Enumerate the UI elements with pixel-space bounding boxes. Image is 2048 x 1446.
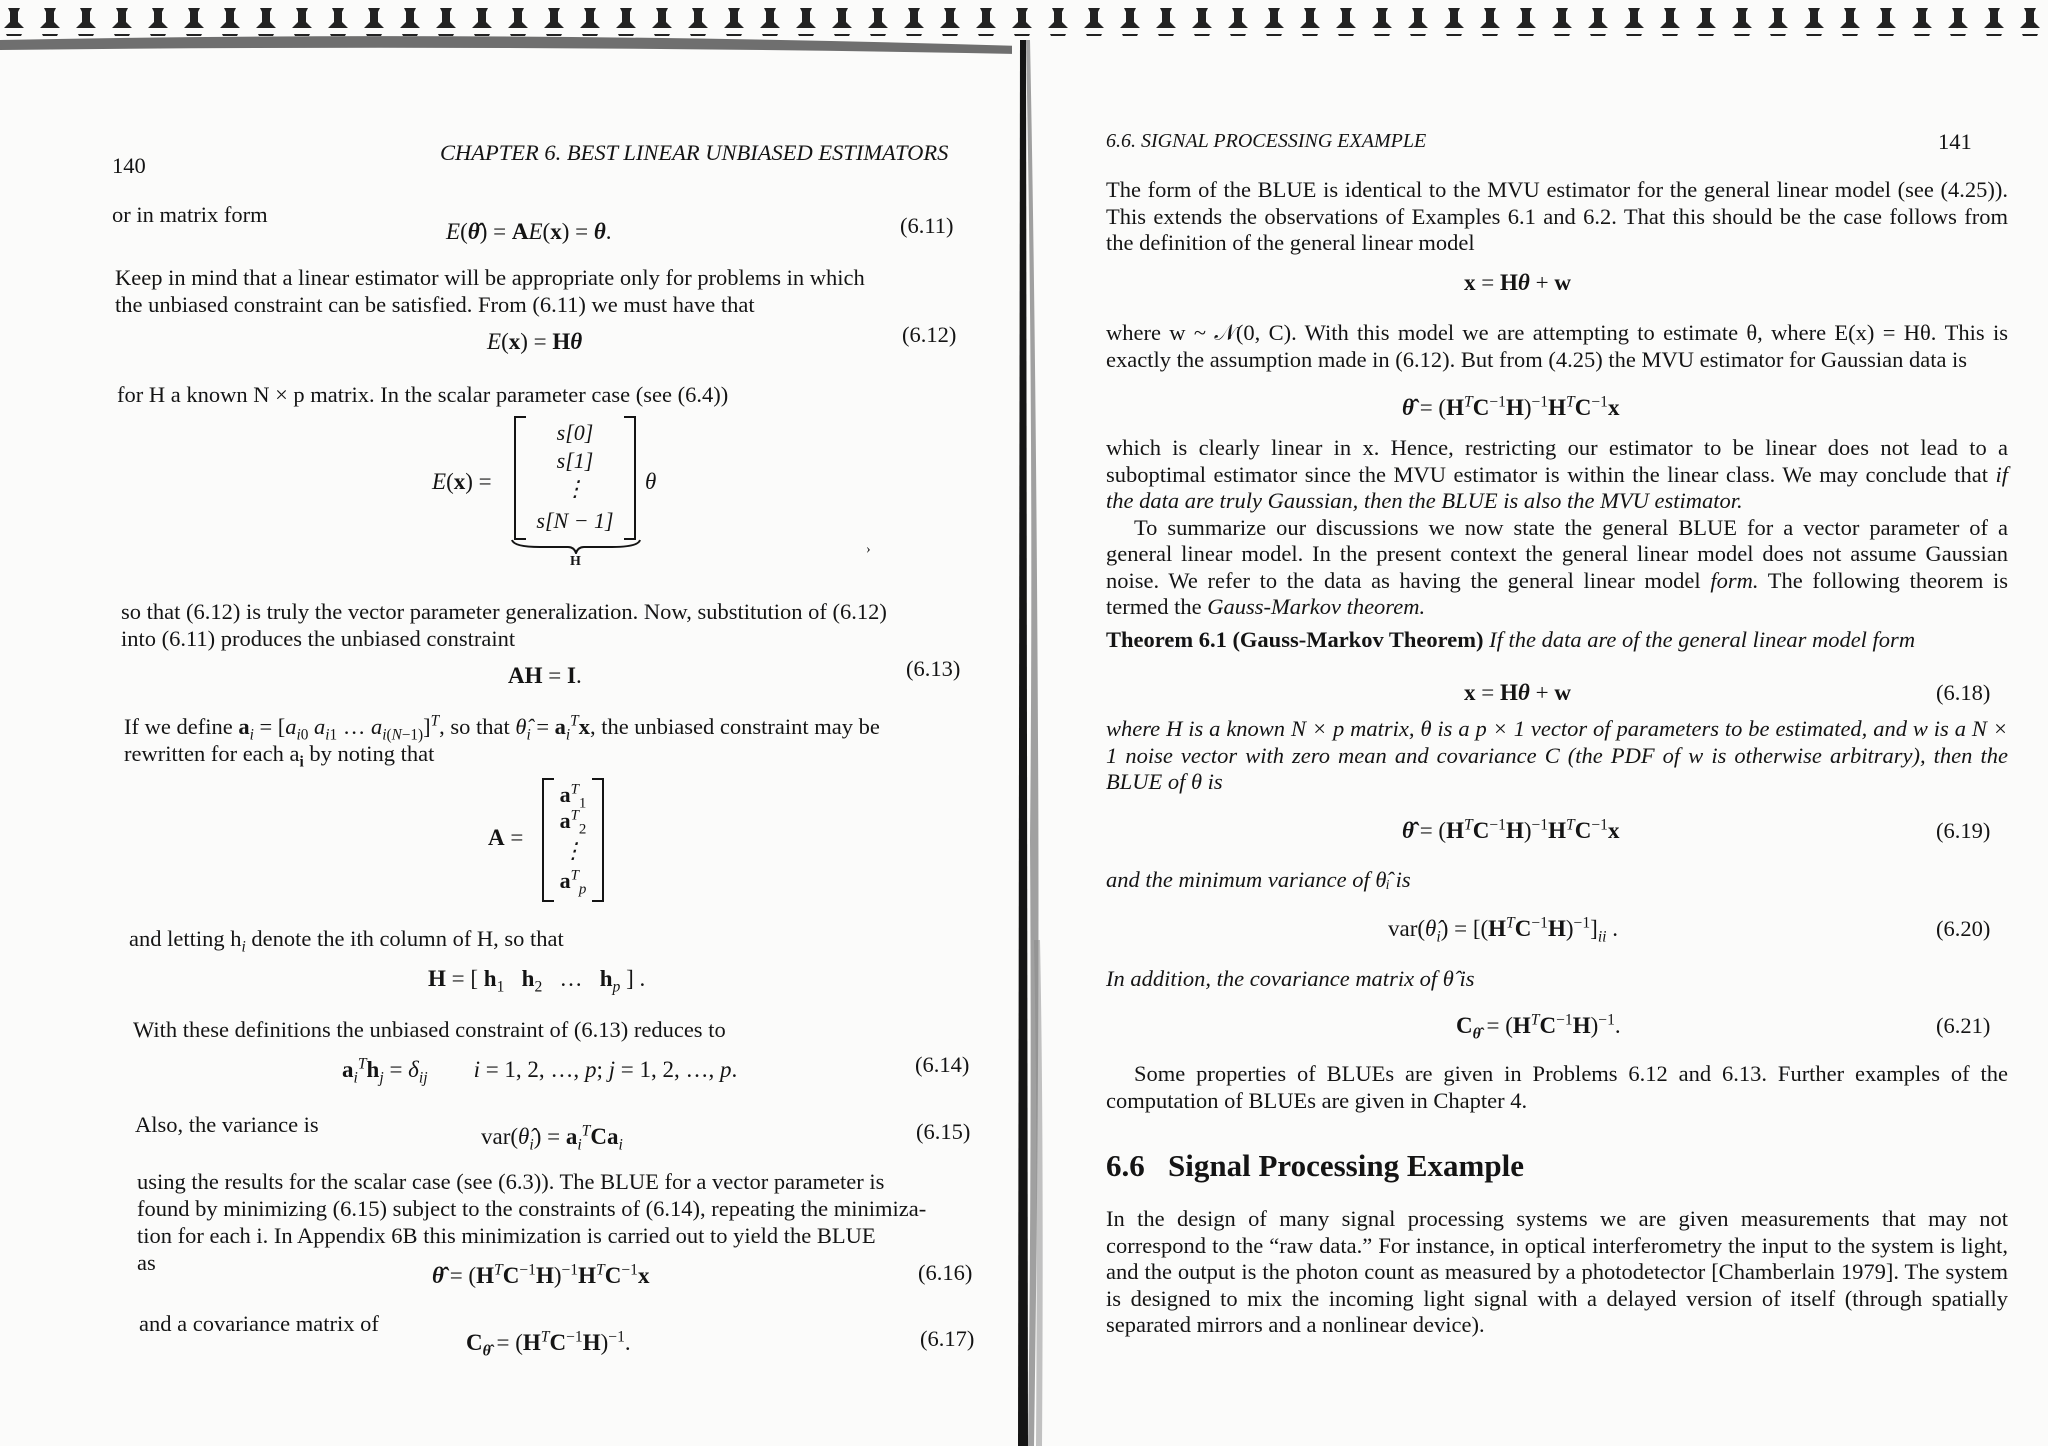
equation-6-19: θ̂ = $(H^TC^{-1}H)^{-1}H^TC^{-1}x$: [1402, 816, 1620, 843]
underbrace: [510, 538, 642, 554]
equation-number: (6.11): [900, 213, 954, 238]
matrix-entry: s[0]: [556, 420, 594, 445]
equation-number: (6.18): [1936, 680, 1991, 705]
matrix-A: [542, 778, 604, 902]
equation-6-12: E(x) = Hθ: [487, 329, 583, 354]
theta-symbol: θ: [645, 469, 657, 494]
linear-model-equation: x = Hθ + w: [1464, 270, 1571, 295]
text-line: and a covariance matrix of: [139, 1311, 379, 1336]
equation-6-11: E(θ̂) = AE(x) = θ.: [446, 219, 612, 244]
equation-number: (6.13): [906, 656, 961, 681]
matrix-entry: $a^T_2$: [559, 807, 587, 838]
paragraph: In the design of many signal processing systems we are given measurements that may not correspond to the “raw data.” For instance, in optical interferometry the input to the system is light, and the output is the photon count as measured by a photodetector [Chamberlain 1979]. The system is designed to mix the incoming light signal with a delayed version of itself (through spatially separated mirrors and a nonlinear device).: [1106, 1206, 2008, 1337]
equation-number: (6.15): [916, 1119, 971, 1144]
text-line: found by minimizing (6.15) subject to the constraints of (6.14), repeating the minimiza-: [137, 1196, 927, 1221]
text-line: Keep in mind that a linear estimator will be appropriate only for problems in which: [115, 265, 865, 290]
matrix-H: [514, 416, 636, 540]
theorem-body: where H is a known N × p matrix, θ is a p × 1 vector of parameters to be estimated, and w is a N × 1 noise vector with zero mean and covariance C (the PDF of w is otherwise arbitrary), then the BLUE of θ is: [1106, 716, 2008, 794]
text-line: If we define $a_i = [a_{i0}$ $a_{i1}$ … $a_{i(N-1)}]^T$, so that $\thetâ_i = a_i^Tx$, the unbiased constraint may be: [124, 712, 880, 744]
matrix-entry: ⋮: [562, 838, 584, 863]
text-line: so that (6.12) is truly the vector parameter generalization. Now, substitution of (6.12): [121, 599, 887, 624]
text-line: With these definitions the unbiased constraint of (6.13) reduces to: [133, 1017, 726, 1042]
text-line: using the results for the scalar case (see (6.3)). The BLUE for a vector parameter is: [137, 1169, 885, 1194]
running-head: 6.6. SIGNAL PROCESSING EXAMPLE: [1106, 130, 1427, 152]
theorem-heading: Theorem 6.1 (Gauss-Markov Theorem) If the data are of the general linear model form: [1106, 627, 1916, 652]
text-line: or in matrix form: [112, 202, 268, 227]
equation-number: (6.16): [918, 1260, 973, 1285]
equation-number: (6.14): [915, 1052, 970, 1077]
paragraph: The form of the BLUE is identical to the MVU estimator for the general linear model (see (4.25)). This extends the observations of Examples 6.1 and 6.2. That this should be the case follows from the definition of the general linear model: [1106, 177, 2008, 255]
theorem-text: and the minimum variance of θ̂ᵢ is: [1106, 867, 1411, 892]
section-title: Signal Processing Example: [1168, 1148, 1524, 1183]
page-number: 141: [1938, 129, 1972, 154]
text-line: as: [137, 1250, 156, 1275]
equation-6-17: $C_{\thetâ} = (H^TC^{-1}H)^{-1}$.: [466, 1328, 631, 1360]
page-number: 140: [112, 153, 146, 178]
matrix-entry: $a^T_p$: [559, 867, 587, 898]
text-line: into (6.11) produces the unbiased constraint: [121, 626, 516, 651]
equation-6-15: $var(\thetâ_i) = a_i^TCa_i$: [481, 1122, 623, 1154]
ex-label: E(x) =: [432, 469, 492, 494]
mvu-estimator-equation: θ̂ = $(H^TC^{-1}H)^{-1}H^TC^{-1}x$: [1402, 393, 1620, 420]
text-line: Also, the variance is: [135, 1112, 319, 1137]
equation-6-20: $var(\thetâ_i) = [(H^TC^{-1}H)^{-1}]_{ii}$ .: [1388, 914, 1619, 946]
section-number: 6.6: [1106, 1148, 1145, 1183]
section-heading: [1106, 1148, 1524, 1184]
paragraph: which is clearly linear in x. Hence, restricting our estimator to be linear does not lead to a suboptimal estimator since the MVU estimator is within the linear class. We may conclude that if the data are truly Gaussian, then the BLUE is also the MVU estimator. To summarize our discussions we now state the general BLUE for a vector parameter of a general linear model. In the present context the general linear model does not assume Gaussian noise. We refer to the data as having the general linear model form. The following theorem is termed the Gauss-Markov theorem.: [1106, 435, 2009, 619]
equation-6-16: θ̂ = $(H^TC^{-1}H)^{-1}H^TC^{-1}x$: [432, 1261, 650, 1288]
equation-number: (6.19): [1936, 818, 1991, 843]
matrix-entry: ⋮: [564, 476, 586, 501]
equation-number: (6.12): [902, 322, 957, 347]
equation-6-13: AH = I.: [508, 663, 582, 688]
paragraph: Some properties of BLUEs are given in Problems 6.12 and 6.13. Further examples of the computation of BLUEs are given in Chapter 4.: [1106, 1061, 2008, 1113]
paragraph: where w ~ 𝒩(0, C). With this model we are attempting to estimate θ, where E(x) = Hθ. This is exactly the assumption made in (6.12). But from (4.25) the MVU estimator for Gaussian data is: [1106, 320, 2008, 372]
text-line: the unbiased constraint can be satisfied. From (6.11) we must have that: [115, 292, 755, 317]
underbrace-label: H: [570, 554, 581, 569]
a-matrix-label: A =: [488, 825, 524, 850]
text-line: tion for each i. In Appendix 6B this minimization is carried out to yield the BLUE: [137, 1223, 876, 1248]
equation-number: (6.21): [1936, 1013, 1991, 1038]
equation-number: (6.17): [920, 1326, 975, 1351]
matrix-entry: s[1]: [556, 448, 594, 473]
equation-6-18: x = Hθ + w: [1464, 680, 1571, 705]
matrix-entry: s[N − 1]: [536, 508, 614, 533]
running-head: CHAPTER 6. BEST LINEAR UNBIASED ESTIMATORS: [440, 140, 949, 165]
book-spine: [1012, 40, 1072, 1446]
text-line: and letting $h_i$ denote the ith column of H, so that: [129, 926, 564, 956]
theorem-text: In addition, the covariance matrix of θ̂ is: [1106, 966, 1475, 991]
h-columns-equation: H = [ $h_1$ $h_2$ … $h_p$ ] .: [428, 966, 646, 996]
matrix-entry: $a^T_1$: [559, 781, 587, 812]
equation-number: (6.20): [1936, 916, 1991, 941]
stray-mark: ›: [866, 542, 871, 557]
equation-6-14: $a_i^Th_j = \delta_{ij}$ i = 1, 2, …, p; j = 1, 2, …, p.: [342, 1055, 738, 1087]
text-line: rewritten for each $a_i$ by noting that: [124, 741, 435, 771]
equation-6-21: $C_{\thetâ} = (H^TC^{-1}H)^{-1}$.: [1456, 1011, 1621, 1043]
text-line: for H a known N × p matrix. In the scalar parameter case (see (6.4)): [117, 382, 729, 407]
